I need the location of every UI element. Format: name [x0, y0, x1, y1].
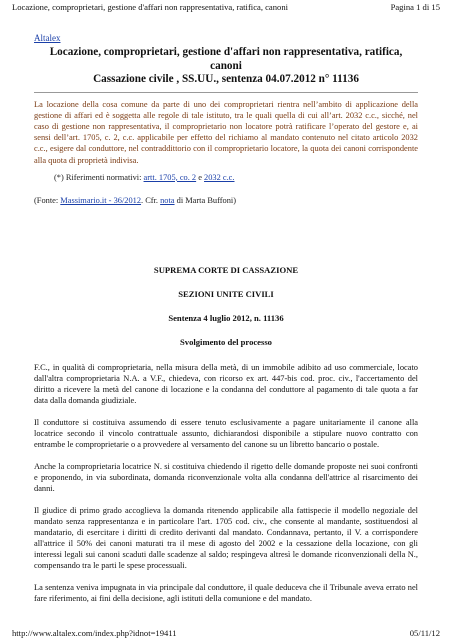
- ref-link-art-1705[interactable]: artt. 1705, co. 2: [143, 172, 197, 182]
- process-heading: Svolgimento del processo: [180, 336, 272, 347]
- source-mid: . Cfr.: [141, 195, 159, 205]
- document-title-line1: Locazione, comproprietari, gestione d'affari non rappresentativa, ratifica, canoni: [49, 46, 403, 72]
- altalex-link[interactable]: Altalex: [34, 33, 61, 43]
- title-divider: [34, 92, 418, 93]
- court-heading: SUPREMA CORTE DI CASSAZIONE: [153, 264, 299, 275]
- body-paragraph: La sentenza veniva impugnata in via principale dal conduttore, il quale deduceva che il Tribunale aveva errato nel fare riferimento, ai fini della decisione, agli istituti della comunione e del mandato.: [34, 582, 418, 603]
- document-title: [34, 46, 418, 87]
- document-title-line2: Cassazione civile , SS.UU., sentenza 04.07.2012 n° 11136: [93, 73, 359, 85]
- print-footer-url: http://www.altalex.com/index.php?idnot=19411: [12, 628, 177, 638]
- sentence-heading: Sentenza 4 luglio 2012, n. 11136: [168, 312, 284, 323]
- source-suffix: di Marta Buffoni): [176, 195, 237, 205]
- source-prefix: (Fonte:: [34, 195, 59, 205]
- source-note: [34, 195, 418, 206]
- section-heading: SEZIONI UNITE CIVILI: [178, 288, 274, 299]
- body-paragraph: Anche la comproprietaria locatrice N. si costituiva chiedendo il rigetto delle domande proposte nei suoi confronti e proponendo, in via subordinata, domanda riconvenzionale volta alla condanna dell'attrice al risarcimento dei danni.: [34, 461, 418, 493]
- source-link-nota[interactable]: nota: [160, 195, 175, 205]
- print-header: [0, 0, 452, 14]
- summary-massima: La locazione della cosa comune da parte di uno dei comproprietari rientra nell’ambito di applicazione della gestione di affari ed è soggetta alle regole di tale istituto, tra le quali quella di cui all’art. 2032 c.c., sicché, nel caso di gestione non rappresentativa, il comproprietario non locatore potrà ratificare l’operato del gestore e, ai sensi dell’art. 1705, c. 2, c.c. applicabile per effetto del richiamo al mandato contenuto nel citato articolo 2032 c.c., esigere dal conduttore, nel contraddittorio con il comproprietario locatore, la quota dei canoni corrispondente alla quota di proprietà indivisa.: [34, 99, 418, 165]
- document-body: [34, 33, 418, 604]
- normative-references: [54, 172, 418, 183]
- body-paragraph: F.C., in qualità di comproprietaria, nella misura della metà, di un immobile adibito ad uso commerciale, locato dall'altra comproprietaria N.A. a V.F., chiedeva, con ricorso ex art. 447-bis cod. proc. civ., l'accertamento del diritto a ricevere la metà del canone di locazione e la condanna del conduttore al pagamento di tale quota a far data dalla domanda giudiziale.: [34, 362, 418, 405]
- body-paragraph: Il giudice di primo grado accoglieva la domanda ritenendo applicabile alla fattispecie il modello negoziale del mandato senza rappresentanza e in particolare l'art. 1705 cod. civ., che consente al mandante, sostituendosi al mandatario, di esercitare i diritti di credito derivanti dal mandato. Condannava, pertanto, il V. a corrispondere all'attrice il 50% dei canoni maturati tra il mese di agosto del 2002 e la cessazione della locazione, con gli interessi legali sui canoni scaduti dalle scadenze al saldo; respingeva altresì le domande riconvenzionali della N., compensando tra le parti le spese processuali.: [34, 505, 418, 570]
- print-header-title: Locazione, comproprietari, gestione d'affari non rappresentativa, ratifica, canoni: [12, 2, 289, 12]
- refs-separator: e: [198, 172, 202, 182]
- refs-prefix: (*) Riferimenti normativi:: [54, 172, 142, 182]
- print-header-page-number: Pagina 1 di 15: [390, 2, 440, 12]
- ref-link-art-2032[interactable]: 2032 c.c.: [204, 172, 235, 182]
- body-paragraph: Il conduttore si costituiva assumendo di essere tenuto esclusivamente a pagare unitariamente il canone alla locatrice secondo il vincolo contrattuale assunto, dichiarandosi disponibile a stipulare nuovo contratto con entrambe le comproprietarie o a provvedere al versamento del canone su un libretto bancario o postale.: [34, 417, 418, 449]
- print-footer-date: 05/11/12: [409, 628, 440, 638]
- source-link-massimario[interactable]: Massimario.it - 36/2012: [60, 195, 142, 205]
- print-footer: [0, 627, 452, 640]
